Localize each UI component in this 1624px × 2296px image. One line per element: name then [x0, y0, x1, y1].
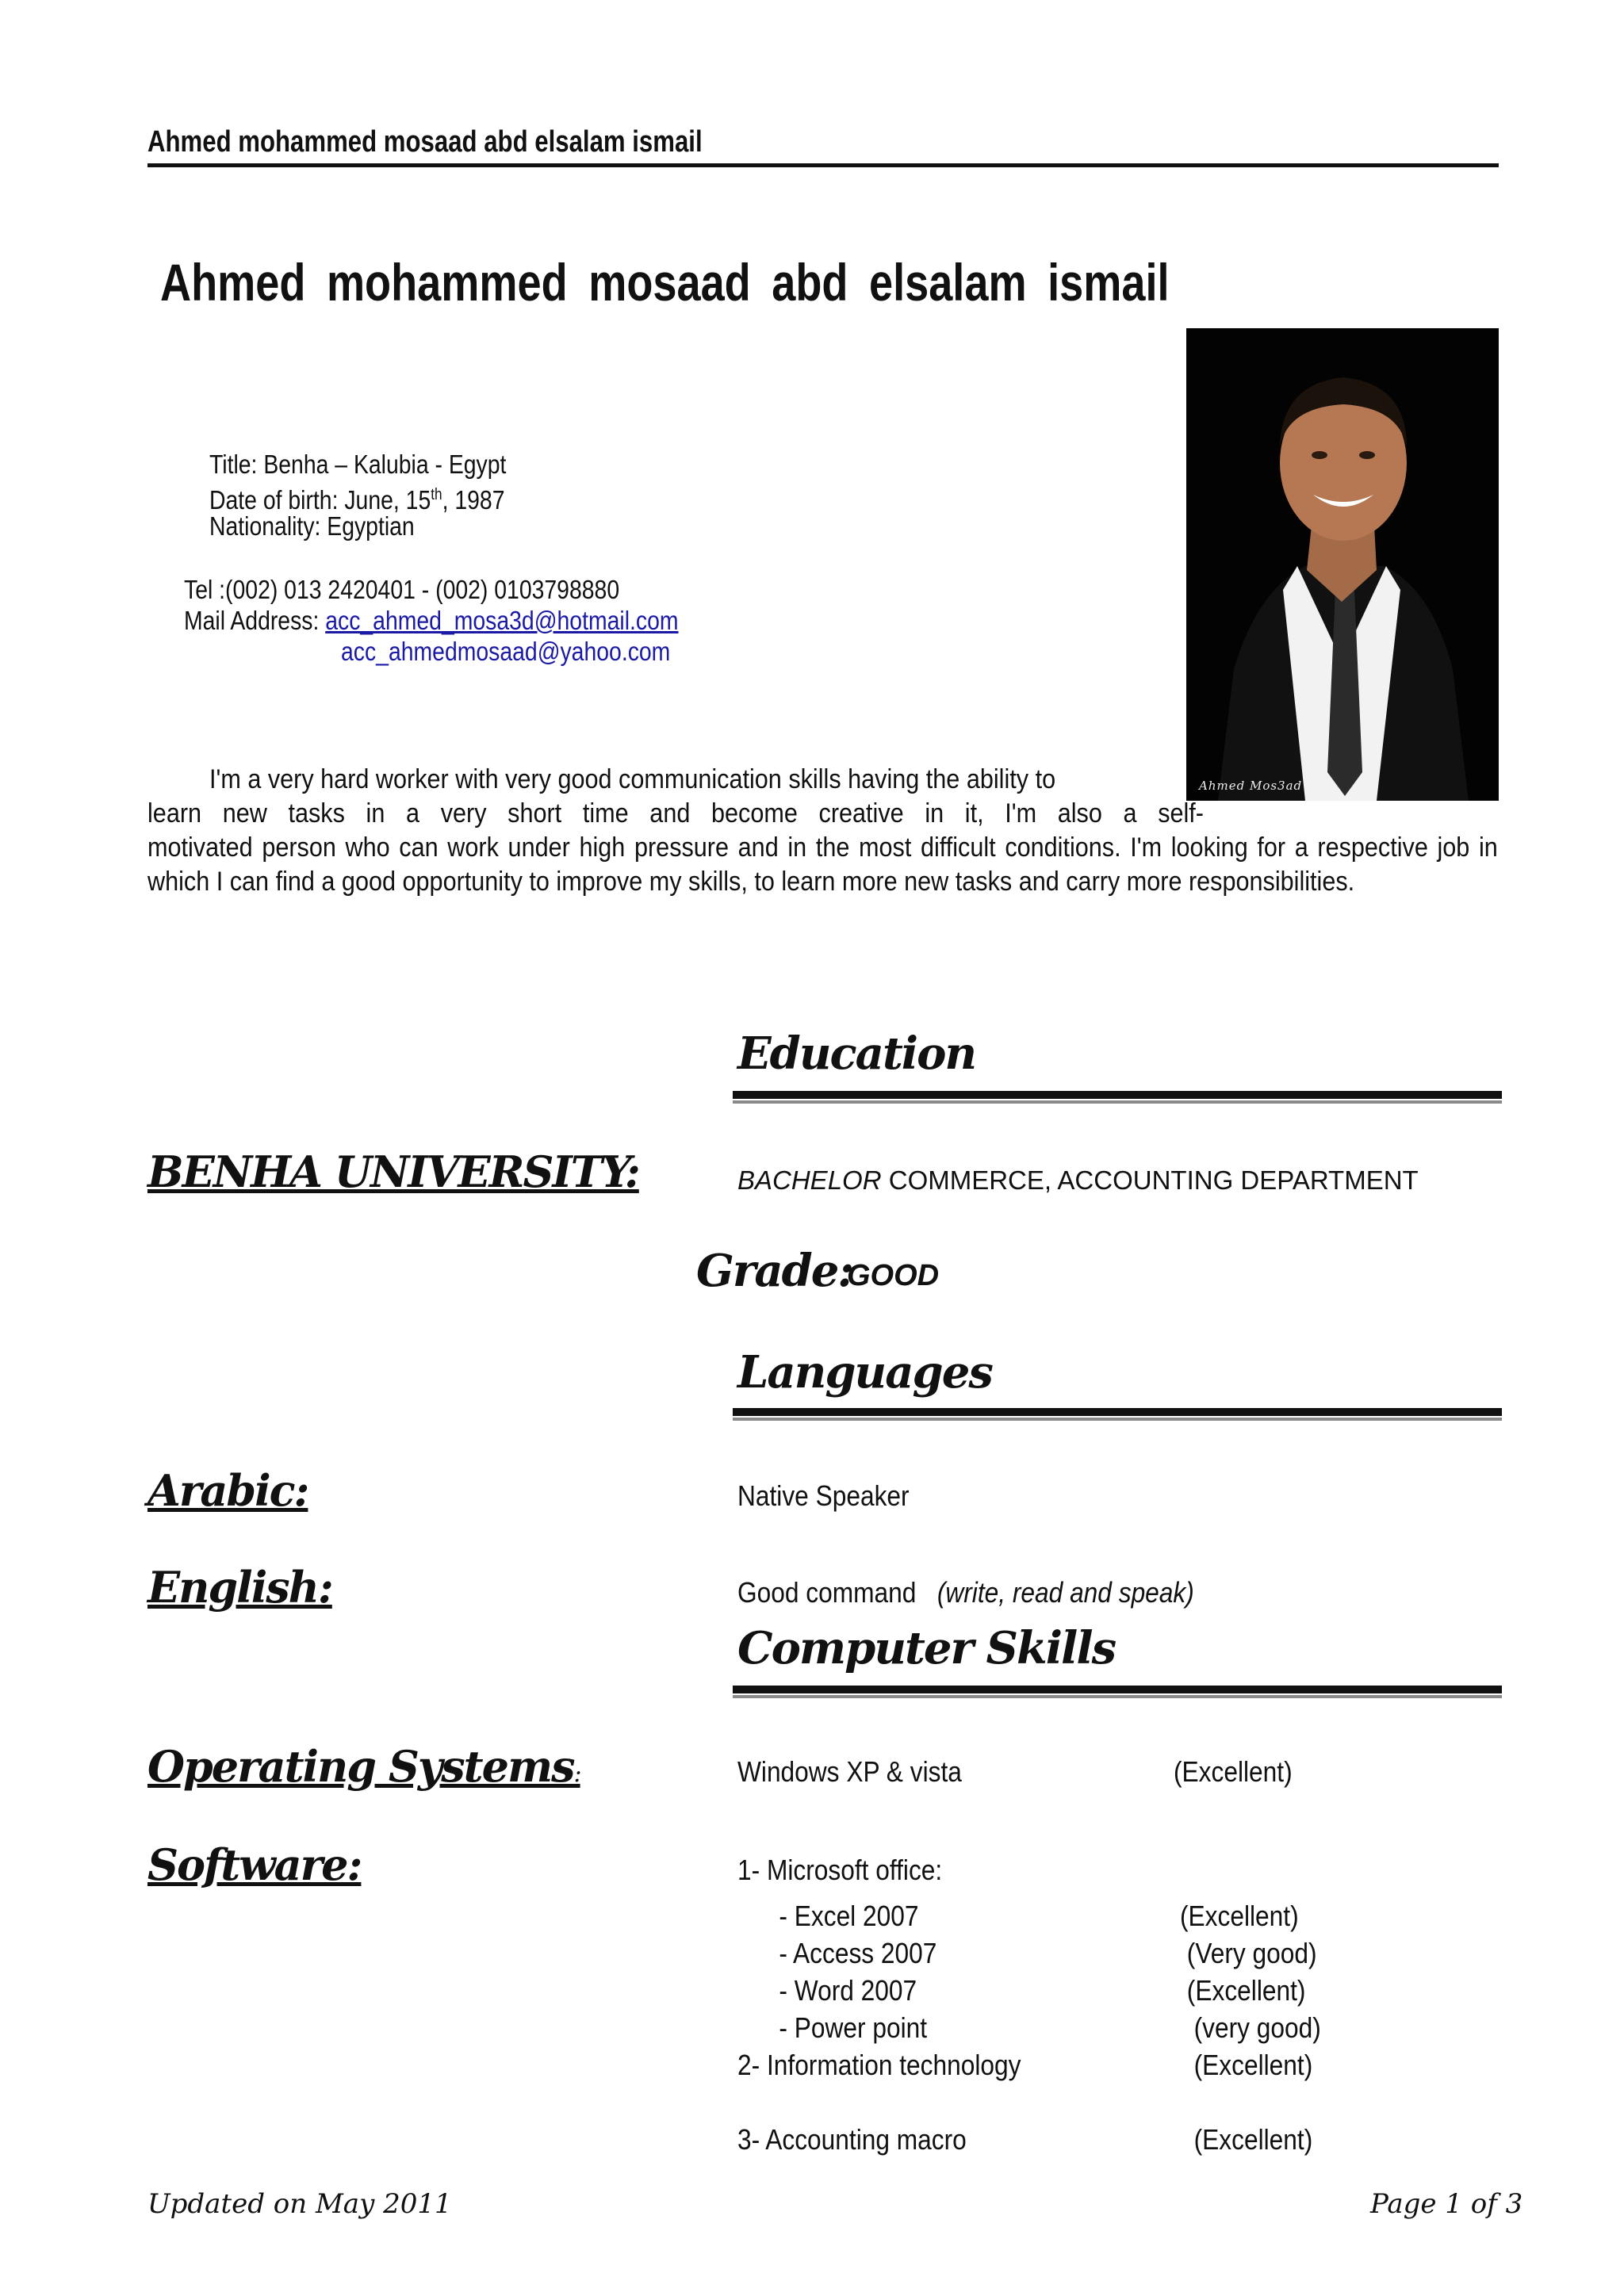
computer-skills-rule	[733, 1686, 1502, 1693]
summary-rest: motivated person who can work under high pressure and in the most difficult conditions. I'm looking for a respective job in which I can find a good opportunity to improve my skills, to learn more new tasks and carry more responsibilities.	[147, 832, 1498, 897]
grade-value: GOOD	[847, 1259, 940, 1292]
grade-label: Grade:	[696, 1245, 853, 1297]
header-rule	[147, 163, 1499, 167]
software-level: (Excellent)	[1180, 1974, 1306, 2007]
photo-signature: Ahmed Mos3ad	[1199, 779, 1303, 793]
software-item: 2- Information technology	[737, 2049, 1021, 2081]
software-item: 1- Microsoft office:	[737, 1854, 943, 1886]
software-level: (Excellent)	[1180, 1900, 1299, 1932]
software-item: - Word 2007	[758, 1974, 917, 2007]
summary-line-2: learn new tasks in a very short time and become creative in it, I'm also a self-	[147, 798, 1204, 828]
computer-skills-rule-shadow	[733, 1695, 1502, 1698]
languages-rule-shadow	[733, 1418, 1502, 1421]
running-header-name: Ahmed mohammed mosaad abd elsalam ismail	[147, 125, 703, 159]
software-item: - Power point	[758, 2011, 928, 2044]
email-hotmail-link[interactable]: acc_ahmed_mosa3d@hotmail.com	[325, 606, 679, 635]
os-level: (Excellent)	[1174, 1755, 1293, 1788]
footer-updated: Updated on May 2011	[147, 2188, 452, 2220]
software-level: (Excellent)	[1180, 2123, 1313, 2156]
language-label-arabic: Arabic:	[147, 1465, 308, 1516]
profile-photo	[1186, 328, 1499, 801]
software-label: Software:	[147, 1839, 362, 1890]
os-label: Operating Systems:	[147, 1741, 580, 1792]
software-item: - Access 2007	[758, 1937, 937, 1969]
education-rule-shadow	[733, 1100, 1502, 1104]
languages-rule	[733, 1408, 1502, 1416]
software-item: 3- Accounting macro	[737, 2123, 967, 2156]
email-yahoo-link[interactable]: acc_ahmedmosaad@yahoo.com	[341, 637, 671, 666]
software-item: - Excel 2007	[758, 1900, 919, 1932]
mail-label: Mail Address:	[184, 606, 326, 635]
software-level: (very good)	[1180, 2011, 1321, 2044]
section-title-computer-skills: Computer Skills	[737, 1622, 1116, 1674]
section-title-education: Education	[737, 1027, 976, 1080]
mail-address	[184, 605, 679, 636]
language-label-english: English:	[147, 1562, 332, 1613]
summary-line-1: I'm a very hard worker with very good communication skills having the ability to	[209, 764, 1056, 794]
software-level: (Excellent)	[1180, 2049, 1313, 2081]
title-line: Title: Benha – Kalubia - Egypt	[209, 450, 507, 479]
section-title-languages: Languages	[737, 1346, 992, 1399]
person-portrait-icon	[1186, 328, 1499, 801]
software-level: (Very good)	[1180, 1937, 1317, 1969]
candidate-name: Ahmed mohammed mosaad abd elsalam ismail	[160, 253, 1170, 312]
language-value-english: Good command (write, read and speak)	[737, 1576, 1194, 1609]
os-value: Windows XP & vista	[737, 1755, 962, 1788]
nationality: Nationality: Egyptian	[209, 511, 415, 541]
degree: BACHELOR COMMERCE, ACCOUNTING DEPARTMENT	[737, 1165, 1419, 1195]
education-rule	[733, 1091, 1502, 1099]
institution-label: BENHA UNIVERSITY:	[147, 1146, 639, 1197]
footer-page-number: Page 1 of 3	[1370, 2188, 1523, 2220]
language-value-arabic: Native Speaker	[737, 1479, 910, 1512]
date-of-birth: Date of birth: June, 15th, 1987	[209, 485, 505, 515]
telephone: Tel :(002) 013 2420401 - (002) 0103798880	[184, 575, 620, 604]
